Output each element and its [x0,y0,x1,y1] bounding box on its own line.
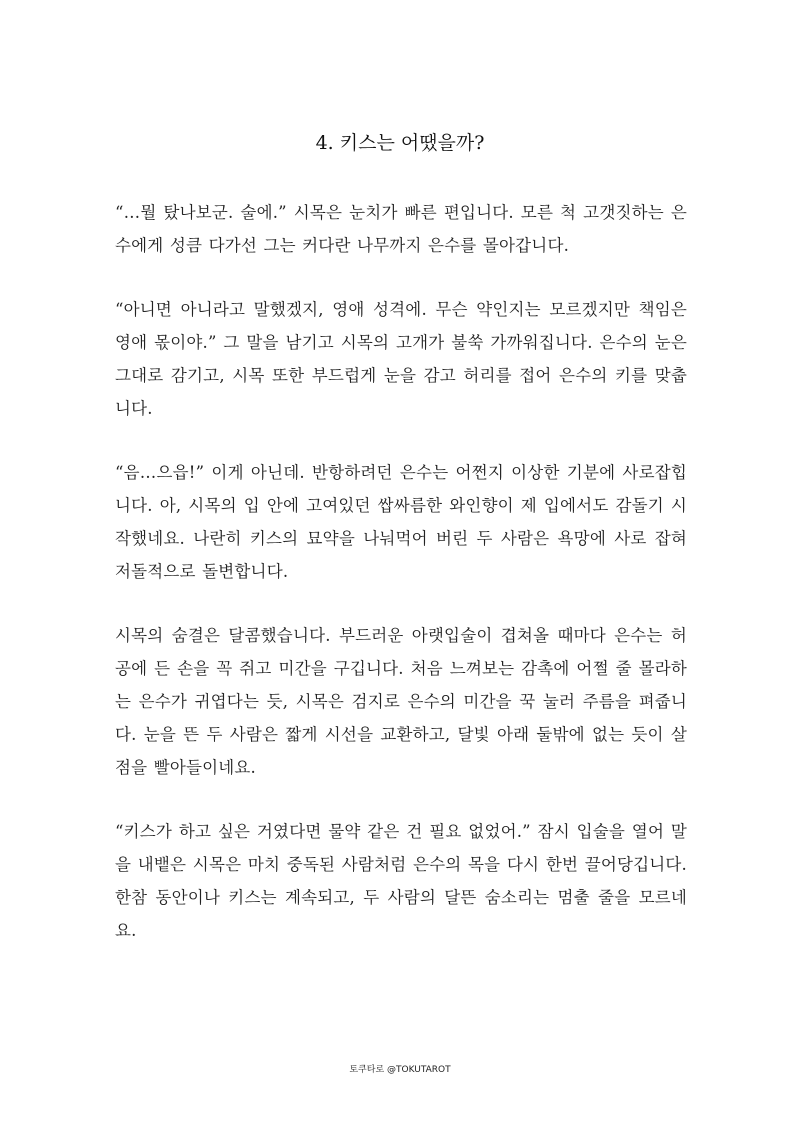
body-text [115,196,687,978]
paragraph-1: “…뭘 탔나보군. 술에.” 시목은 눈치가 빠른 편입니다. 모른 척 고갯짓하는 은수에게 성큼 다가선 그는 커다란 나무까지 은수를 몰아갑니다. [115,203,687,255]
paragraph-5: “키스가 하고 싶은 거였다면 물약 같은 건 필요 없었어.” 잠시 입술을 열어 말을 내뱉은 시목은 마치 중독된 사람처럼 은수의 목을 다시 한번 끌어당깁니다. 한참 동안이나 키스는 계속되고, 두 사람의 달뜬 숨소리는 멈출 줄을 모르네요. [115,822,687,940]
paragraph-2: “아니면 아니라고 말했겠지, 영애 성격에. 무슨 약인지는 모르겠지만 책임은 영애 몫이야.” 그 말을 남기고 시목의 고개가 불쑥 가까워집니다. 은수의 눈은 그대로 감기고, 시목 또한 부드럽게 눈을 감고 허리를 접어 은수의 키를 맞춥니다. [115,300,687,418]
author-credit: 토쿠타로 @TOKUTAROT [349,1065,451,1075]
paragraph-3: “음…으읍!” 이게 아닌데. 반항하려던 은수는 어쩐지 이상한 기분에 사로잡힙니다. 아, 시목의 입 안에 고여있던 쌉싸름한 와인향이 제 입에서도 감돌기 시작했네요. 나란히 키스의 묘약을 나눠먹어 버린 두 사람은 욕망에 사로 잡혀 저돌적으로 돌변합니다. [115,463,687,581]
paragraph-4: 시목의 숨결은 달콤했습니다. 부드러운 아랫입술이 겹쳐올 때마다 은수는 허공에 든 손을 꼭 쥐고 미간을 구깁니다. 처음 느껴보는 감촉에 어쩔 줄 몰라하는 은수가 귀엽다는 듯, 시목은 검지로 은수의 미간을 꾹 눌러 주름을 펴줍니다. 눈을 뜬 두 사람은 짧게 시선을 교환하고, 달빛 아래 둘밖에 없는 듯이 살점을 빨아들이네요. [115,626,687,777]
chapter-title: 4. 키스는 어땠을까? [315,132,485,154]
